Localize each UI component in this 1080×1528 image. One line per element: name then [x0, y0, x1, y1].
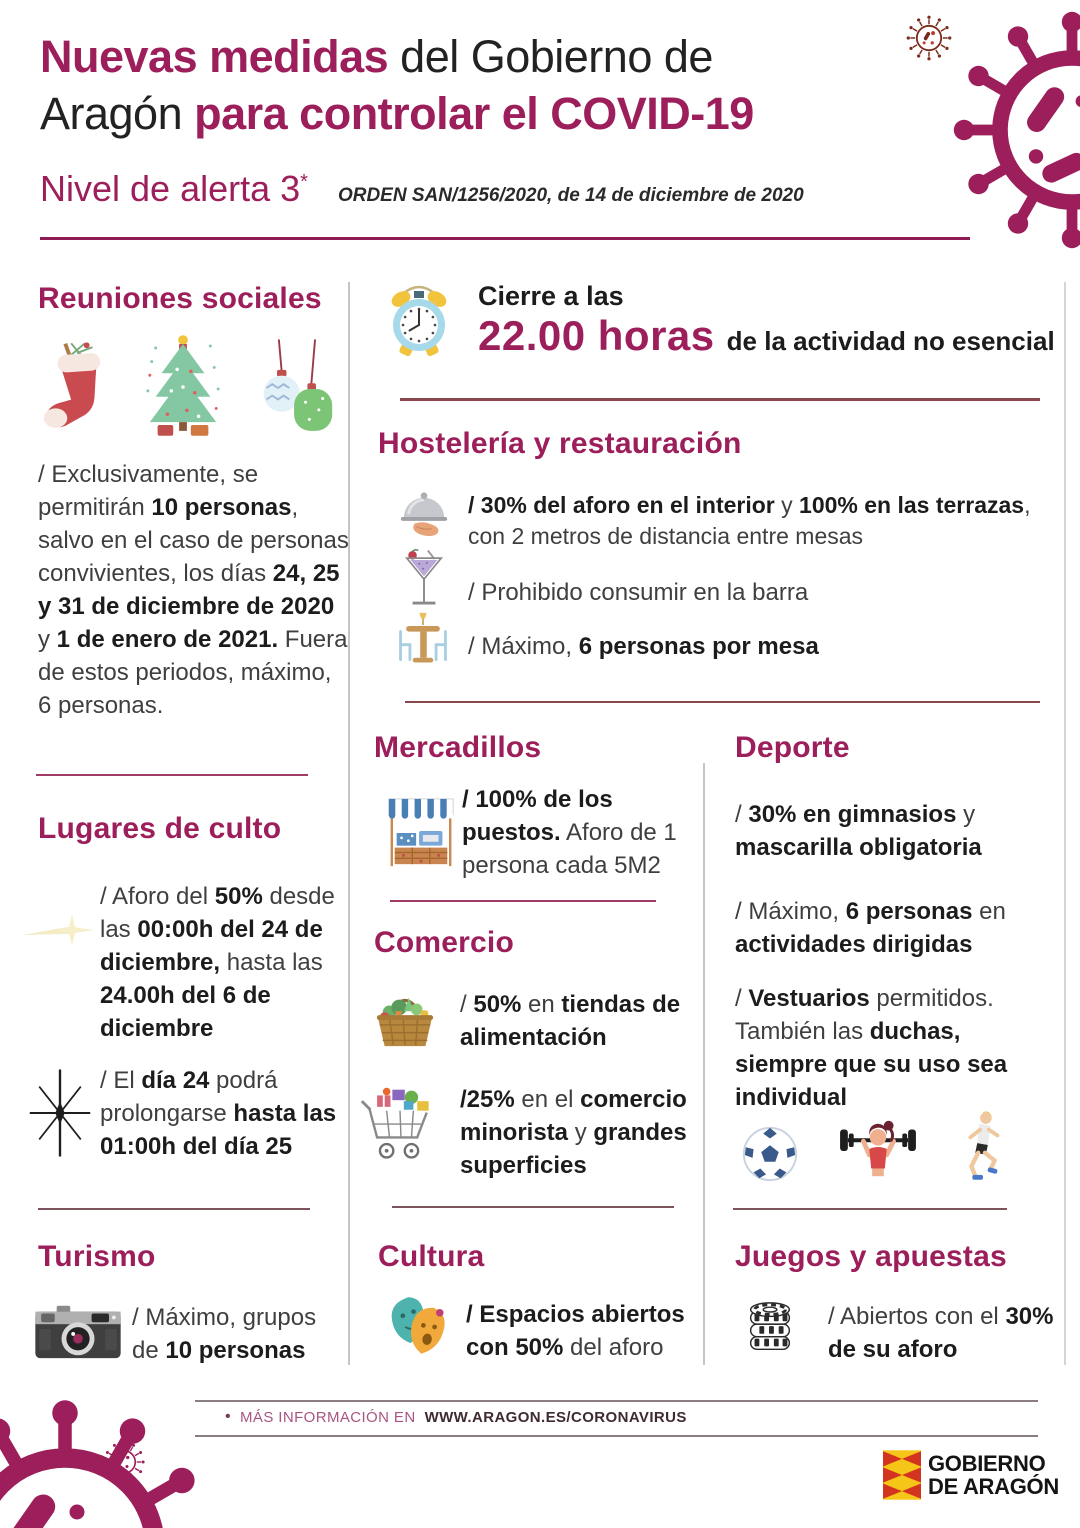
- runner-icon: [956, 1108, 1010, 1184]
- title-accent-1: Nuevas medidas: [40, 31, 389, 82]
- footer-divider-bottom: [195, 1435, 1038, 1437]
- column-divider-left: [348, 282, 350, 1365]
- weightlifting-woman-icon: [840, 1114, 916, 1184]
- small-virus-icon: [903, 12, 955, 64]
- header-divider: [40, 237, 970, 240]
- footer-bullet: •: [225, 1408, 232, 1425]
- page-title: [40, 28, 920, 142]
- culto-item-2: / El día 24 podrá prolongarse hasta las 01:00h del día 25: [100, 1067, 337, 1160]
- closure-block: [478, 281, 1055, 360]
- divider-cultura: [392, 1206, 674, 1208]
- big-virus-icon: [952, 10, 1080, 250]
- section-title-comercio: Comercio: [374, 926, 514, 959]
- alarm-clock-icon: [386, 279, 452, 361]
- deporte-icons-row: [740, 1108, 1010, 1184]
- culto-item-1: / Aforo del 50% desde las 00:00h del 24 de diciembre, hasta las 24.00h del 6 de diciembre: [100, 883, 335, 1042]
- cultura-item-1: / Espacios abiertos con 50% del aforo: [466, 1301, 685, 1361]
- title-accent-2: para controlar el COVID-19: [194, 88, 754, 139]
- logo-line-2: DE ARAGÓN: [928, 1474, 1059, 1499]
- closure-prefix: Cierre a las: [478, 281, 624, 311]
- reuniones-paragraph: / Exclusivamente, se permitirán 10 personas, salvo en el caso de personas convivientes, los días 24, 25 y 31 de diciembre de 2020 y 1 de enero de 2021. Fuera de estos periodos, máximo, 6 personas.: [38, 461, 349, 719]
- christmas-baubles-icon: [256, 338, 336, 438]
- section-title-mercadillos: Mercadillos: [374, 731, 542, 764]
- serving-dish-icon: [397, 487, 451, 547]
- shopping-cart-icon: [358, 1084, 442, 1166]
- christmas-icons-row: [42, 332, 336, 438]
- aragon-flag-icon: [883, 1450, 921, 1500]
- section-title-hosteleria: Hostelería y restauración: [378, 427, 742, 460]
- section-title-reuniones: Reuniones sociales: [38, 282, 322, 315]
- footer-info-url[interactable]: WWW.ARAGON.ES/CORONAVIRUS: [424, 1408, 687, 1426]
- title-rest-1: del Gobierno de: [388, 31, 713, 82]
- title-rest-2: Aragón: [40, 88, 195, 139]
- deporte-item-2: / Máximo, 6 personas en actividades dirigidas: [735, 898, 1006, 958]
- column-divider-right: [703, 763, 705, 1365]
- section-title-deporte: Deporte: [735, 731, 850, 764]
- turismo-item-1: / Máximo, grupos de 10 personas: [132, 1304, 317, 1364]
- table-and-chairs-icon: [394, 610, 452, 670]
- order-reference: ORDEN SAN/1256/2020, de 14 de diciembre de 2020: [337, 185, 804, 206]
- closure-suffix: de la actividad no esencial: [726, 326, 1055, 356]
- comercio-item-2: /25% en el comercio minorista y grandes superficies: [460, 1086, 687, 1179]
- deporte-item-3: / Vestuarios permitidos. También las duchas, siempre que su uso sea individual: [735, 985, 1008, 1111]
- hosteleria-item-1: / 30% del aforo en el interior y 100% en las terrazas, con 2 metros de distancia entre mesas: [468, 492, 1031, 549]
- juegos-item-1: / Abiertos con el 30% de su aforo: [828, 1303, 1054, 1363]
- market-stall-icon: [384, 796, 458, 870]
- divider-juegos: [733, 1208, 1007, 1210]
- section-title-turismo: Turismo: [38, 1240, 156, 1273]
- page-edge-line: [1064, 282, 1066, 1365]
- star-of-bethlehem-icon: [26, 1066, 94, 1160]
- footer-info: [225, 1408, 687, 1426]
- christmas-tree-icon: [142, 332, 224, 438]
- poker-chips-icon: [740, 1296, 800, 1360]
- grocery-basket-icon: [370, 988, 440, 1052]
- logo-line-1: GOBIERNO: [928, 1451, 1046, 1476]
- small-virus-bottom-icon: [100, 1438, 148, 1486]
- footer-info-label: MÁS INFORMACIÓN EN: [240, 1408, 416, 1426]
- closure-time: 22.00 horas: [478, 312, 715, 359]
- theater-masks-icon: [384, 1292, 454, 1360]
- section-title-cultura: Cultura: [378, 1240, 485, 1273]
- gobierno-aragon-logo: [883, 1450, 1059, 1500]
- section-title-juegos: Juegos y apuestas: [735, 1240, 1007, 1273]
- christmas-stocking-icon: [42, 338, 110, 438]
- soccer-ball-icon: [740, 1124, 800, 1184]
- deporte-item-1: / 30% en gimnasios y mascarilla obligatoria: [735, 801, 982, 861]
- alert-asterisk: *: [300, 171, 308, 193]
- divider-reuniones: [36, 774, 308, 776]
- logo-text: [928, 1452, 1059, 1498]
- alert-level: Nivel de alerta 3*: [40, 168, 308, 209]
- footer-divider-top: [195, 1400, 1038, 1402]
- divider-mercadillos: [390, 900, 656, 902]
- comercio-item-1: / 50% en tiendas de alimentación: [460, 991, 681, 1051]
- alert-row: [40, 168, 804, 210]
- cocktail-icon: [402, 548, 446, 618]
- hosteleria-item-2: / Prohibido consumir en la barra: [468, 579, 809, 606]
- divider-hosteleria: [405, 701, 1040, 703]
- comet-icon: [20, 903, 96, 959]
- section-title-culto: Lugares de culto: [38, 812, 282, 845]
- camera-icon: [33, 1298, 123, 1362]
- divider-turismo: [38, 1208, 310, 1210]
- hosteleria-item-3: / Máximo, 6 personas por mesa: [468, 633, 819, 660]
- mercadillos-item-1: / 100% de los puestos. Aforo de 1 persona cada 5M2: [462, 786, 677, 879]
- divider-closure: [400, 398, 1040, 401]
